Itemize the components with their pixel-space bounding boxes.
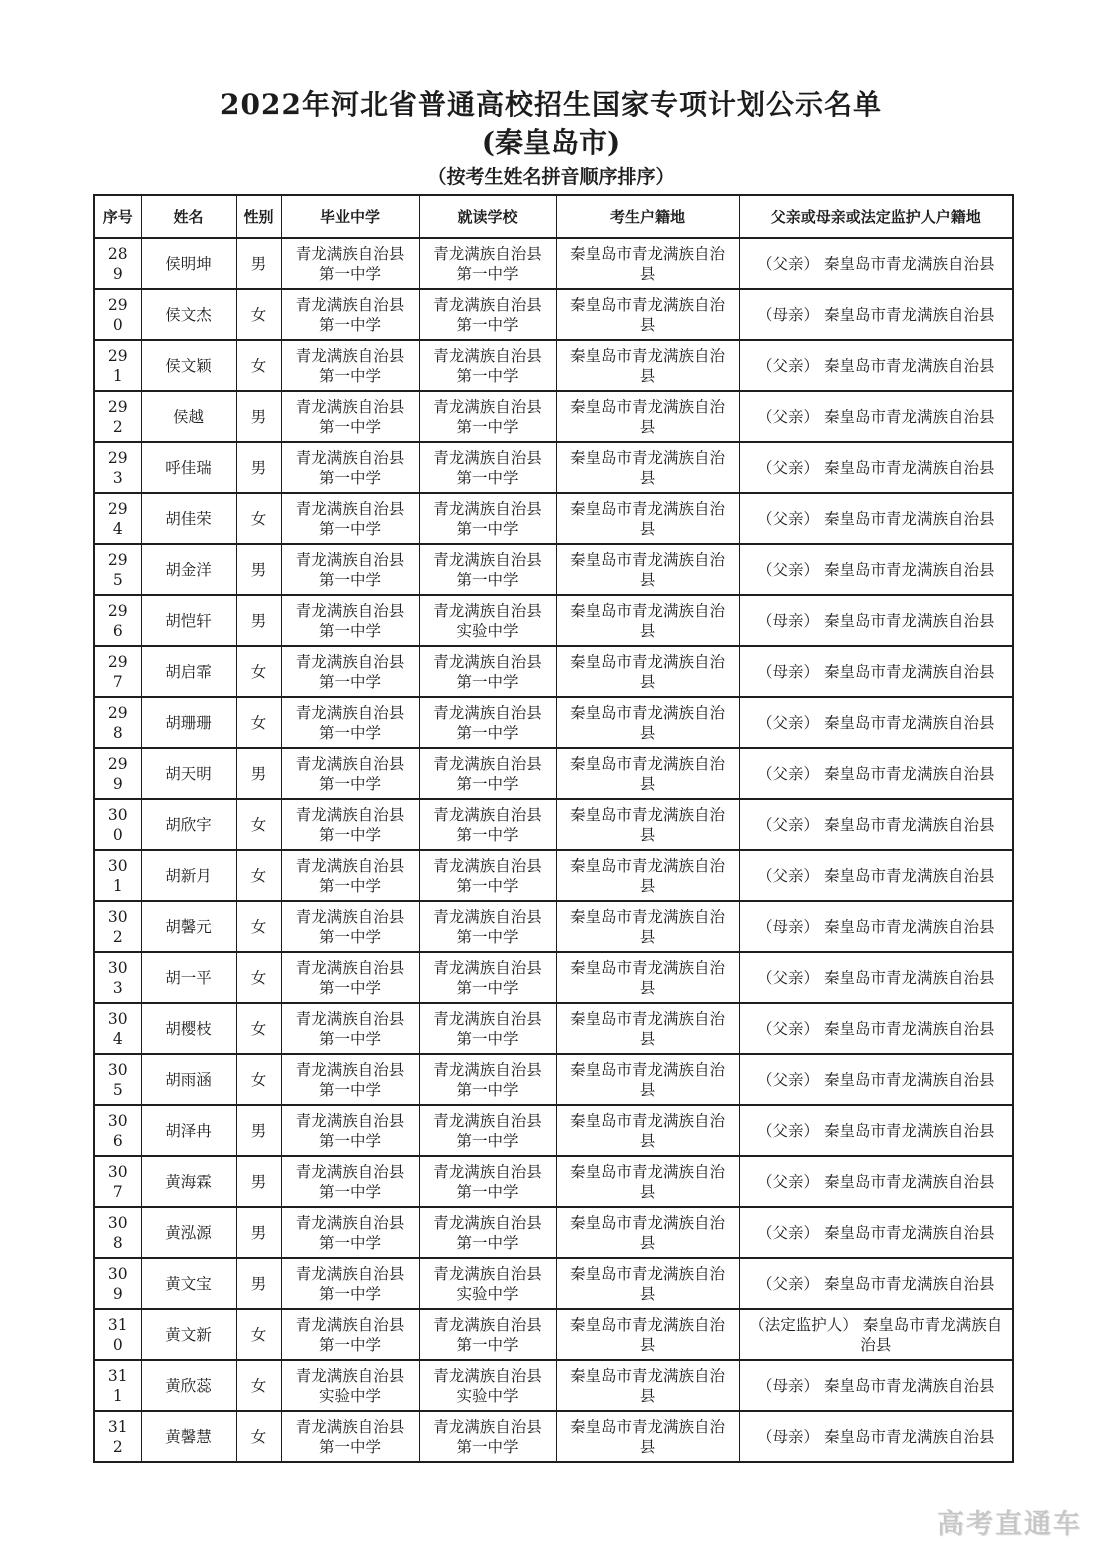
cell-guardian-residence: （父亲） 秦皇岛市青龙满族自治县 — [739, 391, 1013, 442]
table-row — [94, 544, 1013, 595]
cell-guardian-residence: （母亲） 秦皇岛市青龙满族自治县 — [739, 1411, 1013, 1462]
table-row — [94, 1258, 1013, 1309]
cell-serial: 289 — [94, 238, 141, 289]
cell-name: 胡新月 — [141, 850, 236, 901]
cell-residence: 秦皇岛市青龙满族自治县 — [556, 748, 739, 799]
cell-guardian-residence: （母亲） 秦皇岛市青龙满族自治县 — [739, 289, 1013, 340]
table-row — [94, 952, 1013, 1003]
cell-graduated-school: 青龙满族自治县第一中学 — [281, 1105, 419, 1156]
table-row — [94, 799, 1013, 850]
cell-name: 黄文宝 — [141, 1258, 236, 1309]
cell-name: 黄泓源 — [141, 1207, 236, 1258]
cell-name: 呼佳瑞 — [141, 442, 236, 493]
cell-serial: 298 — [94, 697, 141, 748]
table-row — [94, 1411, 1013, 1462]
cell-gender: 女 — [236, 1054, 281, 1105]
cell-guardian-residence: （父亲） 秦皇岛市青龙满族自治县 — [739, 799, 1013, 850]
cell-guardian-residence: （父亲） 秦皇岛市青龙满族自治县 — [739, 1054, 1013, 1105]
cell-residence: 秦皇岛市青龙满族自治县 — [556, 1360, 739, 1411]
cell-attending-school: 青龙满族自治县第一中学 — [419, 238, 556, 289]
cell-residence: 秦皇岛市青龙满族自治县 — [556, 1207, 739, 1258]
cell-graduated-school: 青龙满族自治县第一中学 — [281, 289, 419, 340]
cell-attending-school: 青龙满族自治县第一中学 — [419, 442, 556, 493]
watermark: 高考直通车 — [937, 1509, 1082, 1539]
cell-graduated-school: 青龙满族自治县第一中学 — [281, 1003, 419, 1054]
cell-name: 胡珊珊 — [141, 697, 236, 748]
cell-serial: 306 — [94, 1105, 141, 1156]
cell-residence: 秦皇岛市青龙满族自治县 — [556, 1156, 739, 1207]
cell-name: 胡启霏 — [141, 646, 236, 697]
table-row — [94, 850, 1013, 901]
cell-attending-school: 青龙满族自治县实验中学 — [419, 595, 556, 646]
cell-serial: 311 — [94, 1360, 141, 1411]
cell-graduated-school: 青龙满族自治县第一中学 — [281, 493, 419, 544]
cell-serial: 301 — [94, 850, 141, 901]
page-subtitle-city: (秦皇岛市) — [481, 126, 621, 159]
cell-guardian-residence: （母亲） 秦皇岛市青龙满族自治县 — [739, 1360, 1013, 1411]
cell-guardian-residence: （父亲） 秦皇岛市青龙满族自治县 — [739, 1105, 1013, 1156]
cell-attending-school: 青龙满族自治县第一中学 — [419, 901, 556, 952]
cell-attending-school: 青龙满族自治县第一中学 — [419, 1105, 556, 1156]
cell-serial: 302 — [94, 901, 141, 952]
cell-serial: 295 — [94, 544, 141, 595]
cell-residence: 秦皇岛市青龙满族自治县 — [556, 1258, 739, 1309]
cell-serial: 291 — [94, 340, 141, 391]
cell-gender: 男 — [236, 238, 281, 289]
cell-gender: 女 — [236, 799, 281, 850]
cell-serial: 296 — [94, 595, 141, 646]
cell-attending-school: 青龙满族自治县第一中学 — [419, 646, 556, 697]
cell-serial: 292 — [94, 391, 141, 442]
table-row — [94, 748, 1013, 799]
cell-name: 胡天明 — [141, 748, 236, 799]
cell-guardian-residence: （父亲） 秦皇岛市青龙满族自治县 — [739, 697, 1013, 748]
cell-attending-school: 青龙满族自治县实验中学 — [419, 1360, 556, 1411]
cell-name: 侯越 — [141, 391, 236, 442]
cell-residence: 秦皇岛市青龙满族自治县 — [556, 340, 739, 391]
cell-guardian-residence: （父亲） 秦皇岛市青龙满族自治县 — [739, 544, 1013, 595]
cell-gender: 男 — [236, 1105, 281, 1156]
cell-name: 胡一平 — [141, 952, 236, 1003]
cell-gender: 女 — [236, 1360, 281, 1411]
cell-guardian-residence: （父亲） 秦皇岛市青龙满族自治县 — [739, 493, 1013, 544]
table-row — [94, 1207, 1013, 1258]
cell-residence: 秦皇岛市青龙满族自治县 — [556, 799, 739, 850]
cell-graduated-school: 青龙满族自治县第一中学 — [281, 1054, 419, 1105]
table-row — [94, 442, 1013, 493]
page-title: 2022年河北省普通高校招生国家专项计划公示名单 — [220, 88, 882, 121]
cell-attending-school: 青龙满族自治县第一中学 — [419, 1156, 556, 1207]
header-gender: 性别 — [236, 195, 281, 238]
cell-name: 胡雨涵 — [141, 1054, 236, 1105]
cell-attending-school: 青龙满族自治县第一中学 — [419, 391, 556, 442]
cell-residence: 秦皇岛市青龙满族自治县 — [556, 493, 739, 544]
cell-name: 胡佳荣 — [141, 493, 236, 544]
cell-graduated-school: 青龙满族自治县第一中学 — [281, 646, 419, 697]
cell-graduated-school: 青龙满族自治县第一中学 — [281, 340, 419, 391]
cell-graduated-school: 青龙满族自治县第一中学 — [281, 544, 419, 595]
cell-attending-school: 青龙满族自治县实验中学 — [419, 1258, 556, 1309]
cell-serial: 309 — [94, 1258, 141, 1309]
cell-guardian-residence: （父亲） 秦皇岛市青龙满族自治县 — [739, 340, 1013, 391]
cell-residence: 秦皇岛市青龙满族自治县 — [556, 595, 739, 646]
table-row — [94, 289, 1013, 340]
cell-attending-school: 青龙满族自治县第一中学 — [419, 697, 556, 748]
cell-gender: 女 — [236, 1411, 281, 1462]
cell-guardian-residence: （父亲） 秦皇岛市青龙满族自治县 — [739, 1258, 1013, 1309]
cell-residence: 秦皇岛市青龙满族自治县 — [556, 1105, 739, 1156]
header-attending-school: 就读学校 — [419, 195, 556, 238]
table-row — [94, 1105, 1013, 1156]
cell-guardian-residence: （父亲） 秦皇岛市青龙满族自治县 — [739, 1156, 1013, 1207]
cell-attending-school: 青龙满族自治县第一中学 — [419, 1054, 556, 1105]
cell-serial: 305 — [94, 1054, 141, 1105]
cell-graduated-school: 青龙满族自治县第一中学 — [281, 799, 419, 850]
cell-residence: 秦皇岛市青龙满族自治县 — [556, 289, 739, 340]
cell-gender: 女 — [236, 289, 281, 340]
table-row — [94, 697, 1013, 748]
cell-attending-school: 青龙满族自治县第一中学 — [419, 1411, 556, 1462]
cell-name: 胡金洋 — [141, 544, 236, 595]
cell-name: 黄文新 — [141, 1309, 236, 1360]
cell-serial: 293 — [94, 442, 141, 493]
cell-attending-school: 青龙满族自治县第一中学 — [419, 1207, 556, 1258]
cell-guardian-residence: （法定监护人） 秦皇岛市青龙满族自治县 — [739, 1309, 1013, 1360]
table-row — [94, 1360, 1013, 1411]
cell-guardian-residence: （父亲） 秦皇岛市青龙满族自治县 — [739, 442, 1013, 493]
cell-serial: 294 — [94, 493, 141, 544]
cell-attending-school: 青龙满族自治县第一中学 — [419, 340, 556, 391]
cell-residence: 秦皇岛市青龙满族自治县 — [556, 544, 739, 595]
table-body — [94, 238, 1013, 1462]
cell-serial: 310 — [94, 1309, 141, 1360]
header-residence: 考生户籍地 — [556, 195, 739, 238]
cell-gender: 女 — [236, 646, 281, 697]
cell-graduated-school: 青龙满族自治县第一中学 — [281, 850, 419, 901]
cell-serial: 297 — [94, 646, 141, 697]
cell-graduated-school: 青龙满族自治县第一中学 — [281, 748, 419, 799]
cell-name: 侯文杰 — [141, 289, 236, 340]
header-graduated-school: 毕业中学 — [281, 195, 419, 238]
cell-gender: 男 — [236, 391, 281, 442]
cell-graduated-school: 青龙满族自治县第一中学 — [281, 238, 419, 289]
cell-residence: 秦皇岛市青龙满族自治县 — [556, 238, 739, 289]
cell-name: 胡樱枝 — [141, 1003, 236, 1054]
cell-residence: 秦皇岛市青龙满族自治县 — [556, 850, 739, 901]
table-row — [94, 646, 1013, 697]
header-serial: 序号 — [94, 195, 141, 238]
cell-residence: 秦皇岛市青龙满族自治县 — [556, 1411, 739, 1462]
cell-guardian-residence: （父亲） 秦皇岛市青龙满族自治县 — [739, 952, 1013, 1003]
cell-gender: 男 — [236, 1207, 281, 1258]
cell-gender: 男 — [236, 748, 281, 799]
cell-residence: 秦皇岛市青龙满族自治县 — [556, 391, 739, 442]
cell-attending-school: 青龙满族自治县第一中学 — [419, 850, 556, 901]
cell-serial: 308 — [94, 1207, 141, 1258]
cell-name: 胡泽冉 — [141, 1105, 236, 1156]
cell-residence: 秦皇岛市青龙满族自治县 — [556, 1054, 739, 1105]
cell-graduated-school: 青龙满族自治县第一中学 — [281, 595, 419, 646]
roster-table — [93, 194, 1014, 1463]
table-row — [94, 901, 1013, 952]
cell-gender: 男 — [236, 1156, 281, 1207]
cell-name: 黄海霖 — [141, 1156, 236, 1207]
cell-guardian-residence: （父亲） 秦皇岛市青龙满族自治县 — [739, 238, 1013, 289]
cell-residence: 秦皇岛市青龙满族自治县 — [556, 1309, 739, 1360]
cell-gender: 女 — [236, 952, 281, 1003]
cell-guardian-residence: （母亲） 秦皇岛市青龙满族自治县 — [739, 646, 1013, 697]
cell-serial: 300 — [94, 799, 141, 850]
cell-gender: 男 — [236, 442, 281, 493]
cell-serial: 304 — [94, 1003, 141, 1054]
cell-gender: 男 — [236, 544, 281, 595]
cell-gender: 女 — [236, 697, 281, 748]
cell-residence: 秦皇岛市青龙满族自治县 — [556, 952, 739, 1003]
table-row — [94, 391, 1013, 442]
table-row — [94, 595, 1013, 646]
cell-serial: 312 — [94, 1411, 141, 1462]
cell-name: 侯文颖 — [141, 340, 236, 391]
cell-gender: 男 — [236, 1258, 281, 1309]
table-row — [94, 1054, 1013, 1105]
cell-graduated-school: 青龙满族自治县第一中学 — [281, 1309, 419, 1360]
cell-graduated-school: 青龙满族自治县第一中学 — [281, 952, 419, 1003]
cell-guardian-residence: （父亲） 秦皇岛市青龙满族自治县 — [739, 1003, 1013, 1054]
cell-name: 黄馨慧 — [141, 1411, 236, 1462]
cell-serial: 307 — [94, 1156, 141, 1207]
table-header-row — [94, 195, 1013, 238]
cell-name: 胡恺轩 — [141, 595, 236, 646]
cell-gender: 女 — [236, 1309, 281, 1360]
header-guardian-residence: 父亲或母亲或法定监护人户籍地 — [739, 195, 1013, 238]
cell-guardian-residence: （父亲） 秦皇岛市青龙满族自治县 — [739, 748, 1013, 799]
cell-serial: 299 — [94, 748, 141, 799]
cell-attending-school: 青龙满族自治县第一中学 — [419, 799, 556, 850]
cell-gender: 男 — [236, 595, 281, 646]
cell-attending-school: 青龙满族自治县第一中学 — [419, 1309, 556, 1360]
cell-graduated-school: 青龙满族自治县第一中学 — [281, 1156, 419, 1207]
cell-name: 胡欣宇 — [141, 799, 236, 850]
sort-order-note: （按考生姓名拼音顺序排序） — [427, 166, 675, 188]
cell-guardian-residence: （父亲） 秦皇岛市青龙满族自治县 — [739, 850, 1013, 901]
cell-gender: 女 — [236, 493, 281, 544]
cell-graduated-school: 青龙满族自治县第一中学 — [281, 901, 419, 952]
cell-gender: 女 — [236, 901, 281, 952]
cell-graduated-school: 青龙满族自治县第一中学 — [281, 442, 419, 493]
cell-attending-school: 青龙满族自治县第一中学 — [419, 952, 556, 1003]
cell-graduated-school: 青龙满族自治县第一中学 — [281, 697, 419, 748]
table-row — [94, 1003, 1013, 1054]
cell-graduated-school: 青龙满族自治县第一中学 — [281, 391, 419, 442]
table-row — [94, 340, 1013, 391]
cell-guardian-residence: （父亲） 秦皇岛市青龙满族自治县 — [739, 1207, 1013, 1258]
cell-residence: 秦皇岛市青龙满族自治县 — [556, 1003, 739, 1054]
cell-graduated-school: 青龙满族自治县实验中学 — [281, 1360, 419, 1411]
cell-attending-school: 青龙满族自治县第一中学 — [419, 493, 556, 544]
cell-name: 胡馨元 — [141, 901, 236, 952]
cell-attending-school: 青龙满族自治县第一中学 — [419, 289, 556, 340]
table-row — [94, 1156, 1013, 1207]
cell-attending-school: 青龙满族自治县第一中学 — [419, 544, 556, 595]
table-row — [94, 1309, 1013, 1360]
cell-gender: 女 — [236, 1003, 281, 1054]
cell-guardian-residence: （母亲） 秦皇岛市青龙满族自治县 — [739, 901, 1013, 952]
header-name: 姓名 — [141, 195, 236, 238]
cell-graduated-school: 青龙满族自治县第一中学 — [281, 1207, 419, 1258]
cell-serial: 303 — [94, 952, 141, 1003]
cell-residence: 秦皇岛市青龙满族自治县 — [556, 442, 739, 493]
cell-attending-school: 青龙满族自治县第一中学 — [419, 1003, 556, 1054]
cell-guardian-residence: （母亲） 秦皇岛市青龙满族自治县 — [739, 595, 1013, 646]
cell-name: 侯明坤 — [141, 238, 236, 289]
table-row — [94, 238, 1013, 289]
cell-gender: 女 — [236, 850, 281, 901]
cell-residence: 秦皇岛市青龙满族自治县 — [556, 901, 739, 952]
cell-graduated-school: 青龙满族自治县第一中学 — [281, 1411, 419, 1462]
cell-attending-school: 青龙满族自治县第一中学 — [419, 748, 556, 799]
cell-serial: 290 — [94, 289, 141, 340]
table-row — [94, 493, 1013, 544]
cell-residence: 秦皇岛市青龙满族自治县 — [556, 646, 739, 697]
cell-name: 黄欣蕊 — [141, 1360, 236, 1411]
cell-gender: 女 — [236, 340, 281, 391]
cell-graduated-school: 青龙满族自治县第一中学 — [281, 1258, 419, 1309]
cell-residence: 秦皇岛市青龙满族自治县 — [556, 697, 739, 748]
